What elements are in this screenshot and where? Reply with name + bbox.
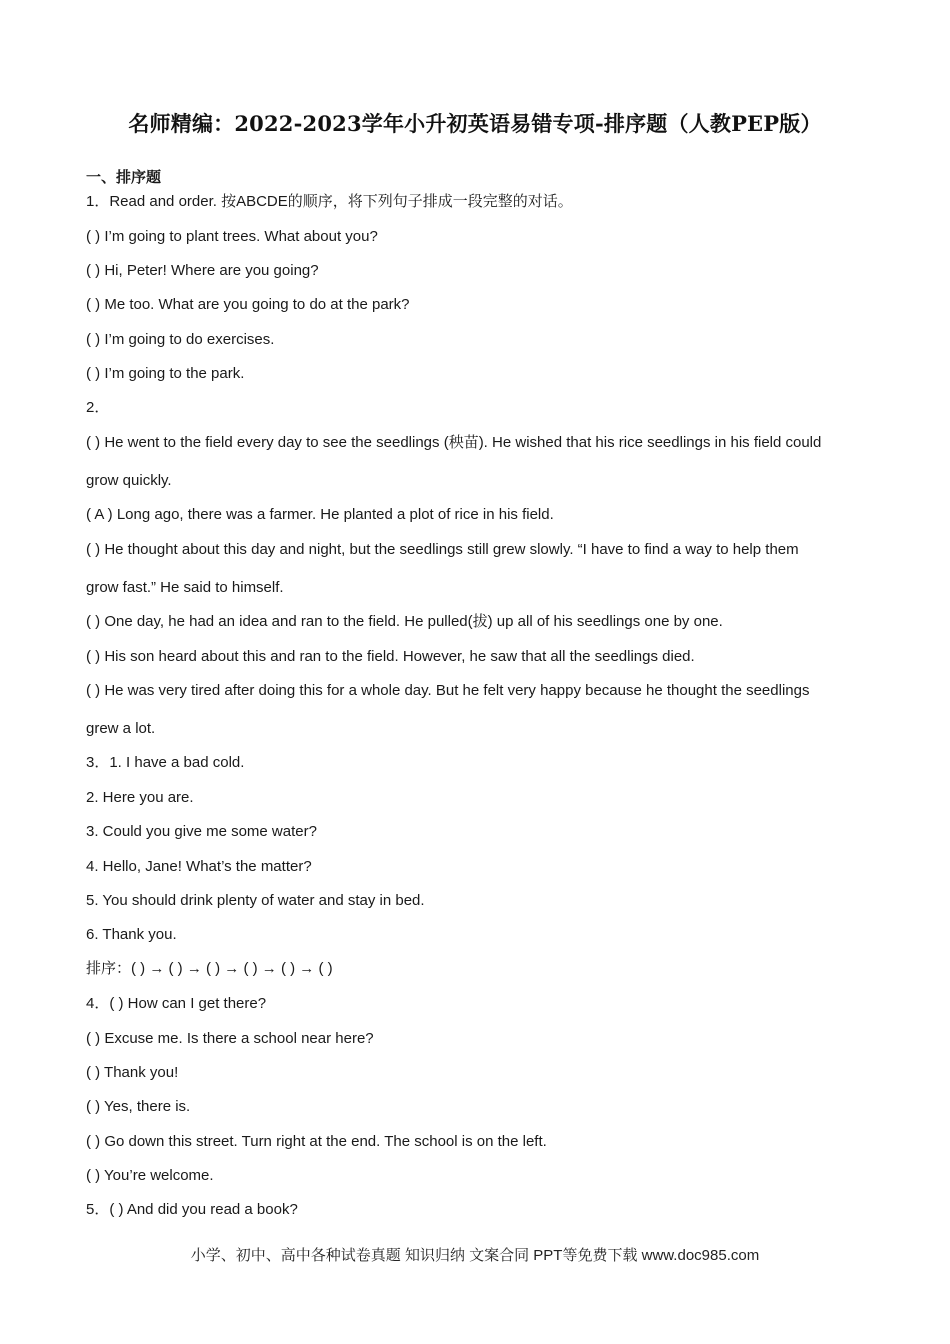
q4-line: ( ) Excuse me. Is there a school near here? (86, 1030, 374, 1047)
page-footer: 小学、初中、高中各种试卷真题 知识归纳 文案合同 PPT等免费下载 www.doc985.com (190, 1247, 760, 1264)
section-heading: 一、排序题 (86, 169, 162, 186)
q1-item: ( ) I’m going to the park. (86, 365, 245, 382)
q3-line: 4. Hello, Jane! What’s the matter? (86, 858, 312, 875)
q3-line: 2. Here you are. (86, 789, 194, 806)
q3-line: 5. You should drink plenty of water and stay in bed. (86, 892, 425, 909)
q2-line: grow quickly. (86, 472, 172, 489)
q4-line: ( ) You’re welcome. (86, 1167, 214, 1184)
q2-line: ( ) One day, he had an idea and ran to the field. He pulled(拔) up all of his seedlings one by one. (86, 613, 723, 630)
q1-item: ( ) Me too. What are you going to do at the park? (86, 296, 410, 313)
q2-number: 2． (86, 399, 110, 416)
q3-order-answer: 排序：( ) → ( ) → ( ) → ( ) → ( ) → ( ) (86, 960, 333, 977)
q4-line: ( ) Thank you! (86, 1064, 179, 1081)
q4-line: ( ) Go down this street. Turn right at the end. The school is on the left. (86, 1133, 547, 1150)
q1-prompt: 1．Read and order. 按ABCDE的顺序，将下列句子排成一段完整的对话。 (86, 193, 573, 210)
q5-line: 5．( ) And did you read a book? (86, 1201, 298, 1218)
q1-item: ( ) I’m going to do exercises. (86, 331, 275, 348)
q3-line: 6. Thank you. (86, 926, 177, 943)
document-title: 名师精编：2022-2023学年小升初英语易错专项-排序题（人教PEP版） (128, 111, 822, 136)
q2-line: ( ) He thought about this day and night, but the seedlings still grew slowly. “I have to find a way to help them (86, 541, 799, 558)
q2-line: grew a lot. (86, 720, 156, 737)
q2-line: grow fast.” He said to himself. (86, 579, 284, 596)
q2-line: ( ) He was very tired after doing this for a whole day. But he felt very happy because he thought the seedlings (86, 682, 810, 699)
q3-line: 3. Could you give me some water? (86, 823, 317, 840)
q2-line: ( ) His son heard about this and ran to the field. However, he saw that all the seedlings died. (86, 648, 695, 665)
q3-line: 3．1. I have a bad cold. (86, 754, 245, 771)
q2-line: ( A ) Long ago, there was a farmer. He planted a plot of rice in his field. (86, 506, 554, 523)
q1-item: ( ) Hi, Peter! Where are you going? (86, 262, 319, 279)
q2-line: ( ) He went to the field every day to see the seedlings (秧苗). He wished that his rice seedlings in his field could (86, 434, 822, 451)
q4-line: 4．( ) How can I get there? (86, 995, 267, 1012)
q1-item: ( ) I’m going to plant trees. What about you? (86, 228, 378, 245)
q4-line: ( ) Yes, there is. (86, 1098, 191, 1115)
